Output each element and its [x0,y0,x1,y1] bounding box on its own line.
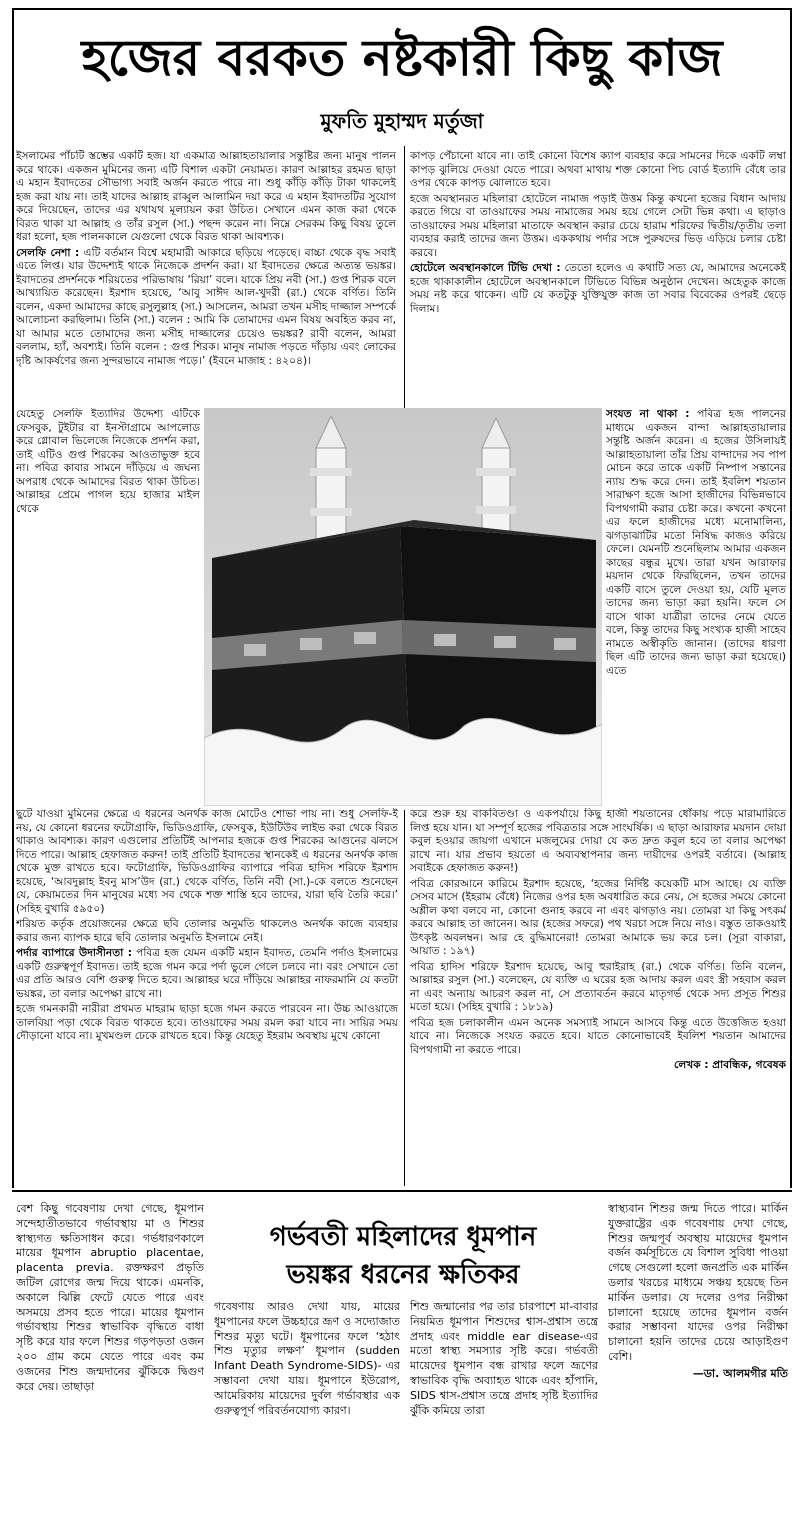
top-border [12,8,792,10]
column-divider [404,146,405,408]
article2-col4 [608,1202,788,1502]
purdah-heading: পর্দার ব্যাপারে উদাসীনতা : [16,947,132,959]
article2-col3 [410,1300,598,1500]
selfie-paragraph [16,247,396,369]
column-right-top [410,150,786,408]
purdah-paragraph [16,947,398,1001]
article2-author: —ডা. আলমগীর মতি [692,1366,788,1380]
selfie-heading: সেলফি নেশা : [16,246,80,259]
tv-paragraph [410,262,786,316]
column-left-bottom [16,808,398,1186]
restraint-heading: সংযত না থাকা : [606,408,690,420]
article-title: হজের বরকত নষ্টকারী কিছু কাজ [81,28,723,87]
restraint-text: পবিত্র হজ পালনের মাধ্যমে একজন বান্দা আল্লাহতায়ালার সন্তুষ্টি অর্জন করেন। এ হজের উসিলায়ই আল্লাহতায়ালা তাঁর প্রিয় বান্দাদের সব পাপ মোচন করে তাকে একটি নিষ্পাপ সন্তানের ন্যায় শুদ্ধ করে দেন। তাই ইবলিশ শয়তান সারাক্ষণ হজে আসা হাজীদের বিভিন্নভাবে বিপথগামী করার চেষ্টা করে। কখনো কখনো এর ফলে হাজীদের মধ্যে মনোমালিন্য, ঝগড়াঝাটির মতো নিষিদ্ধ কাজও করিয়ে ফেলে। যেমনটি শুনেছিলাম আমার একজন কাছের বন্ধুর মুখে। তারা যখন আরাফার ময়দান থেকে ফিরছিলেন, তখন তাদের একটি বাসে তুলে দেওয়া হয়, যেটি মূলত তাদের জন্য ভাড়া করা হয়নি। ফলে সে বাসে থাকা যাত্রীরা তাদের নেমে যেতে বলে, কিন্তু তাদের কিছু সংখ্যক হাজী সাহেব নামতে অস্বীকৃতি জানান। (তাদের ধারণা ছিল এটি তাদের জন্য ভাড়া করা হয়েছে।) এতে [606,408,786,677]
tv-text: তেতো হলেও এ কথাটি সত্য যে, আমাদের অনেকেই হজে থাকাকালীন হোটেলে অবস্থানকালে টিভিতে বিভিন্ন অনুষ্ঠান দেখেন। অহেতুক কাজে সময় নষ্ট করে থাকেন। এটি যে কতটুকু যুক্তিযুক্ত কাজ তা সবার বিবেকের ওপরই ছেড়ে দিলাম। [410,262,786,315]
article2-title-line2: ভয়ঙ্কর ধরনের ক্ষতিকর [286,1260,520,1290]
author-line: লেখক : প্রাবন্ধিক, গবেষক [674,1059,786,1071]
women-paragraph: হজে গমনকারী নারীরা প্রথমত মাহরাম ছাড়া হজে গমন করতে পারবেন না। উচ্চ আওয়াজে তালবিয়া পড়া থেকে বিরত থাকতে হবে। তাওয়াফের সময় রমল করা যাবে না। সায়ির সময় দৌড়ানো যাবে না। মুখমণ্ডল ঢেকে রাখতে হবে। কিন্তু যেহেতু ইহরাম অবস্থায় মুখে কোনো [16,1003,398,1042]
article-byline: মুফতি মুহাম্মদ মর্তুজা [320,109,484,133]
column-left-narrow [16,408,200,806]
quran-paragraph: পবিত্র কোরআনে কারিমে ইরশাদ হয়েছে, ‘হজের নির্দিষ্ট কয়েকটি মাস আছে। যে ব্যক্তি সেসব মাসে (ইহরাম বেঁধে) নিজের ওপর হজ অবধারিত করে নেয়, সে হজের সময়ে কোনো অশ্লীল কথা বলবে না, কোনো গুনাহ করবে না এবং ঝগড়াও নয়। তোমরা যা কিছু সৎকর্ম করবে আল্লাহ তা জানেন। আর (হজের সফরে) পথ খরচা সঙ্গে নিয়ে নাও। বস্তুত তাকওয়াই উৎকৃষ্ট অবলম্বন। আর হে বুদ্ধিমানেরা! তোমরা আমাকে ভয় করে চল। (সূরা বাকারা, আয়াত : ১৯৭) [410,877,786,957]
restraint-paragraph-2: করে শুরু হয় বাকবিতণ্ডা ও একপর্যায়ে কিছু হাজী শয়তানের ধোঁকায় পড়ে মারামারিতে লিপ্ত হয়ে যান। যা সম্পূর্ণ হজের পবিত্রতার সঙ্গে সাংঘর্ষিক। এ ছাড়া আরাফার ময়দান দোয়া কবুল হওয়ার জায়গা এখানে মজলুমের দোয়া যে কত দ্রুত কবুল হবে তা বলার অপেক্ষা রাখে না। যার প্রভাব হয়তো এ অব্যবস্থাপনার জন্য দায়ীদের ওপরই বর্তাবে। (আল্লাহ সবাইকে হেফাজত করুন!) [410,808,786,874]
section-divider [12,1190,792,1192]
article2-col1-text: বেশ কিছু গবেষণায় দেখা গেছে, ধূমপান সন্দেহাতীতভাবে গর্ভাবস্থায় মা ও শিশুর স্বাস্থ্যগত ক্ষতিসাধন করে। গর্ভধারণকালে মায়ের ধূমপান abruptio placentae, placenta previa. রক্তক্ষরণ প্রভৃতি জটিল রোগের জন্ম দিয়ে থাকে। এমনকি, অকালে ঝিল্লি ফেটে যেতে পারে এবং অসময়ে প্রসব হতে পারে। মায়ের ধূমপান গর্ভাবস্থায় শিশুর স্বাভাবিক বৃদ্ধিতে বাধা সৃষ্টি করে যার ফলে শিশুর গড়পড়তা ওজন ২০০ গ্রাম কমে যেতে পারে এবং কম ওজনের শিশু জন্মদানের ঝুঁকিকে দ্বিগুণ করে দেয়। তাছাড়া [16,1202,204,1393]
cloth-paragraph: কাপড় পেঁচানো যাবে না। তাই কোনো বিশেষ ক্যাপ ব্যবহার করে সামনের দিকে একটি লম্বা কাপড় ঝুলিয়ে দেওয়া যেতে পারে। অথবা মাথায় শক্ত কোনো পিচ বোর্ড ইত্যাদি বেঁধে তার ওপর থেকে কাপড় ঝোলাতে হবে। [410,150,786,189]
article2-col2 [214,1300,400,1500]
selfie-paragraph-3: ছুটে যাওয়া মুমিনের ক্ষেত্রে এ ধরনের অনর্থক কাজ মোটেও শোভা পায় না। শুধু সেলফি-ই নয়, যে কোনো ধরনের ফটোগ্রাফি, ভিডিওগ্রাফি, ফেসবুক, ইউটিউব লাইভ করা থেকে বিরত থাকাও আবশ্যক। কারণ এগুলোর প্রতিটিই আপনার হজকে গুপ্ত শিরকের আগুনের ঝলসে দিতে পারে। আল্লাহ হেফাজত করুন! তাই প্রতিটি ইবাদতের স্থানকেই এ ধরনের অনর্থক কাজ থেকে মুক্ত রাখতে হবে। ফটোগ্রাফি, ভিডিওগ্রাফির ব্যাপারে পবিত্র হাদিস শরিফে ইরশাদ হয়েছে, ‘আবদুল্লাহ ইবনু মাস’উদ (রা.) থেকে বর্ণিত, তিনি নবী (সা.)-কে বলতে শুনেছেন যে, কেয়ামতের দিন মানুষের মধ্যে সব থেকে শক্ত শাস্তি হবে তাদের, যারা ছবি তৈরি করে।’ (সহিহ বুখারি ৫৯৫০) [16,808,398,915]
article2-title [214,1218,592,1294]
column-right-narrow [606,408,786,806]
column-left-top [16,150,396,408]
hotel-prayer-paragraph: হজে অবস্থানরত মহিলারা হোটেলে নামাজ পড়াই উত্তম কিন্তু কখনো হজের বিধান আদায় করতে গিয়ে বা তাওয়াফের সময় নামাজের সময় হয়ে গেলে সেটা ভিন্ন কথা। এ ছাড়াও তাওয়াফের সময় মহিলারা মাতাফে অবস্থান করার চেয়ে হারাম শরিফের দ্বিতীয়/তৃতীয় তলা ব্যবহার করাই তাদের জন্য উত্তম। এককথায় পর্দার সঙ্গে পুরুষদের ভিড় এড়িয়ে চলার চেষ্টা করবে। [410,192,786,259]
kaaba-photo [204,408,602,806]
photo-rule-paragraph: শরিয়ত কর্তৃক প্রয়োজনের ক্ষেত্রে ছবি তোলার অনুমতি থাকলেও অনর্থক কাজে ব্যবহার করার জন্য ব্যাপক হারে ছবি তোলার অনুমতি ইসলামে নেই। [16,918,398,944]
tv-heading: হোটেলে অবস্থানকালে টিভি দেখা : [410,262,561,274]
selfie-paragraph-2: যেহেতু সেলফি ইত্যাদির উদ্দেশ্য এটিকে ফেসবুক, টুইটার বা ইনস্টাগ্রামে আপলোড করে গ্লোবাল ভিলেজে নিজেকে প্রদর্শন করা, তাই এটিও গুপ্ত শিরকের আওতাভুক্ত হবে না। পবিত্র কাবার সামনে দাঁড়িয়ে এ জঘন্য অপরাধ থেকে আমাদের বিরত থাকা উচিত। আল্লাহর প্রেমে পাগল হয়ে হাজার মাইল থেকে [16,408,200,515]
article2-col2-text: গবেষণায় আরও দেখা যায়, মায়ের ধূমপানের ফলে উচ্চহারে ভ্রূণ ও সদ্যোজাত শিশুর মৃত্যু ঘটে। ধূমপানের ফলে ‘হঠাৎ শিশু মৃত্যুর লক্ষণ’ ধূমপান (sudden Infant Death Syndrome-SIDS)- এর সম্ভাবনা দেখা যায়। ধূমপানে ইউরোপ, আমেরিকায় মায়েদের দুর্বল গর্ভাবস্থার এক গুরুত্বপূর্ণ পরিবর্তনযোগ্য কারণ। [214,1300,400,1417]
article2-title-line1: গর্ভবতী মহিলাদের ধূমপান [269,1222,537,1252]
kaaba-illustration [204,408,602,806]
selfie-text: এটি বর্তমান বিশ্বে মহামারী আকারে ছড়িয়ে পড়েছে। বাচ্চা থেকে বৃদ্ধ সবাই এতে লিপ্ত। যার উদ্দেশ্যই থাকে নিজেকে প্রদর্শন করা। যা ইবাদতের ক্ষেত্রে অত্যন্ত ভয়ঙ্কর। ইবাদতের প্রদর্শনকে শরিয়তের পরিভাষায় ‘রিয়া’ বলে। যাকে প্রিয় নবী (সা.) গুপ্ত শিরক বলে আখ্যায়িত করেছেন। ইরশাদ হয়েছে, ‘আবু সাঈদ আল-খুদরী (রা.) থেকে বর্ণিত। তিনি বলেন, একদা আমাদের কাছে রসুলুল্লাহ (সা.) আসলেন, আমরা তখন মসীহ দাজ্জাল সম্পর্কে আলোচনা করছিলাম। তিনি (সা.) বলেন : আমি কি তোমাদের এমন বিষয় অবহিত করব না, যা আমার মতে তোমাদের জন্য মসীহ দাজ্জালের চেয়েও ভয়ঙ্কর? রাবী বলেন, আমরা বললাম, হ্যাঁ, অবশ্যই। তিনি বলেন : গুপ্ত শিরক। মানুষ নামাজ পড়তে দাঁড়ায় এবং লোকের দৃষ্টি আকর্ষণের জন্য সুন্দরভাবে নামাজ পড়ে।’ (ইবনে মাজাহ : ৪২০৪)। [16,246,396,367]
left-border [12,8,14,1188]
restraint-paragraph [606,408,786,678]
column-right-bottom [410,808,786,1186]
right-border [790,8,792,1188]
intro-paragraph: ইসলামের পাঁচটি স্তম্ভের একটি হজ। যা একমাত্র আল্লাহতায়ালার সন্তুষ্টির জন্য মানুষ পালন করে থাকে। একজন মুমিনের জন্য এটি বিশাল একটা নেয়ামত। কারণ আল্লাহর রহমত ছাড়া এ মহান ইবাদতের সৌভাগ্য সবাই অর্জন করতে পারে না। শুধু কাঁড়ি কাঁড়ি টাকা থাকলেই হজ করা যায় না। তাই যাদের আল্লাহ রাব্বুল আলামিন দয়া করে এ মহান ইবাদতটির সুযোগ করে দিয়েছেন, তাদের এর যথাযথ মূল্যায়ন করা উচিত। সেখানে এমন কাজ করা থেকে বিরত থাকা যা আল্লাহ ও তাঁর রসুল (সা.) পছন্দ করেন না। নিম্নে সেরকম কিছু বিষয় তুলে ধরা হলো, হজ পালনকালে যেগুলো থেকে বিরত থাকা আবশ্যক। [16,150,396,243]
article2-col3-text: শিশু জন্মানোর পর তার চারপাশে মা-বাবার নিয়মিত ধূমপান শিশুদের শ্বাস-প্রশ্বাস তন্ত্রে প্রদাহ এবং middle ear disease-এর মতো স্বাস্থ্য সমস্যার সৃষ্টি করে। গর্ভবতী মায়েদের ধূমপান বন্ধ রাখার ফলে ভ্রূণের স্বাভাবিক বৃদ্ধি অব্যাহত থাকে এবং হাঁপানি, SIDS শ্বাস-প্রশ্বাস তন্ত্রে প্রদাহ সৃষ্টি ইত্যাদির ঝুঁকি কমিয়ে তারা [410,1300,598,1417]
article2-col4-text: স্বাস্থ্যবান শিশুর জন্ম দিতে পারে। মার্কিন যুক্তরাষ্ট্রের এক গবেষণায় দেখা গেছে, শিশুর জন্মপূর্ব অবস্থায় মায়েদের ধূমপান বর্জন কর্মসূচিতে যে বিশাল সুবিধা পাওয়া গেছে সেগুলো হলো জনপ্রতি এক মার্কিন ডলার খরচের মাধ্যমে সঞ্চয় হয়েছে তিন মার্কিন ডলার। যে দলের ওপর নিরীক্ষা চালানো হয়েছে তাদের ধূমপান বর্জন করার সম্ভাবনা যাদের ওপর নিরীক্ষা চালানো হয়নি তাদের চেয়ে আড়াইগুণ বেশি। [608,1202,788,1363]
closing-paragraph: পবিত্র হজ চলাকালীন এমন অনেক সমস্যাই সামনে আসবে কিন্তু এতে উত্তেজিত হওয়া যাবে না। নিজেকে সংযত করতে হবে। যাতে কোনোভাবেই ইবলিশ শয়তান আমাদের বিপথগামী না করতে পারে। [410,1016,786,1056]
article2-col1 [16,1202,204,1502]
purdah-text: পবিত্র হজ যেমন একটি মহান ইবাদত, তেমনি পর্দাও ইসলামের একটি গুরুত্বপূর্ণ ইবাদত। তাই হজে গমন করে পর্দা ভুলে গেলে চলবে না। বরং সেখানে তো এর প্রতি আরও বেশি গুরুত্ব দিতে হবে। আল্লাহর ঘরে দাঁড়িয়ে আল্লাহর নাফরমানি যে কতটা ভয়ঙ্কর, তা বলার অপেক্ষা রাখে না। [16,947,398,1000]
column-divider-lower [404,810,405,1186]
hadith-paragraph: পবিত্র হাদিস শরিফে ইরশাদ হয়েছে, আবু হুরাইরাহ (রা.) থেকে বর্ণিত। তিনি বলেন, আল্লাহর রসুল (সা.) বলেছেন, যে ব্যক্তি এ ঘরের হজ আদায় করল এবং স্ত্রী সহবাস করল না এবং অন্যায় আচরণ করল না, সে প্রত্যাবর্তন করবে মাতৃগর্ভ থেকে সদ্য প্রসূত শিশুর মতো হয়ে। (সহিহ বুখারি : ১৮১৯) [410,960,786,1013]
